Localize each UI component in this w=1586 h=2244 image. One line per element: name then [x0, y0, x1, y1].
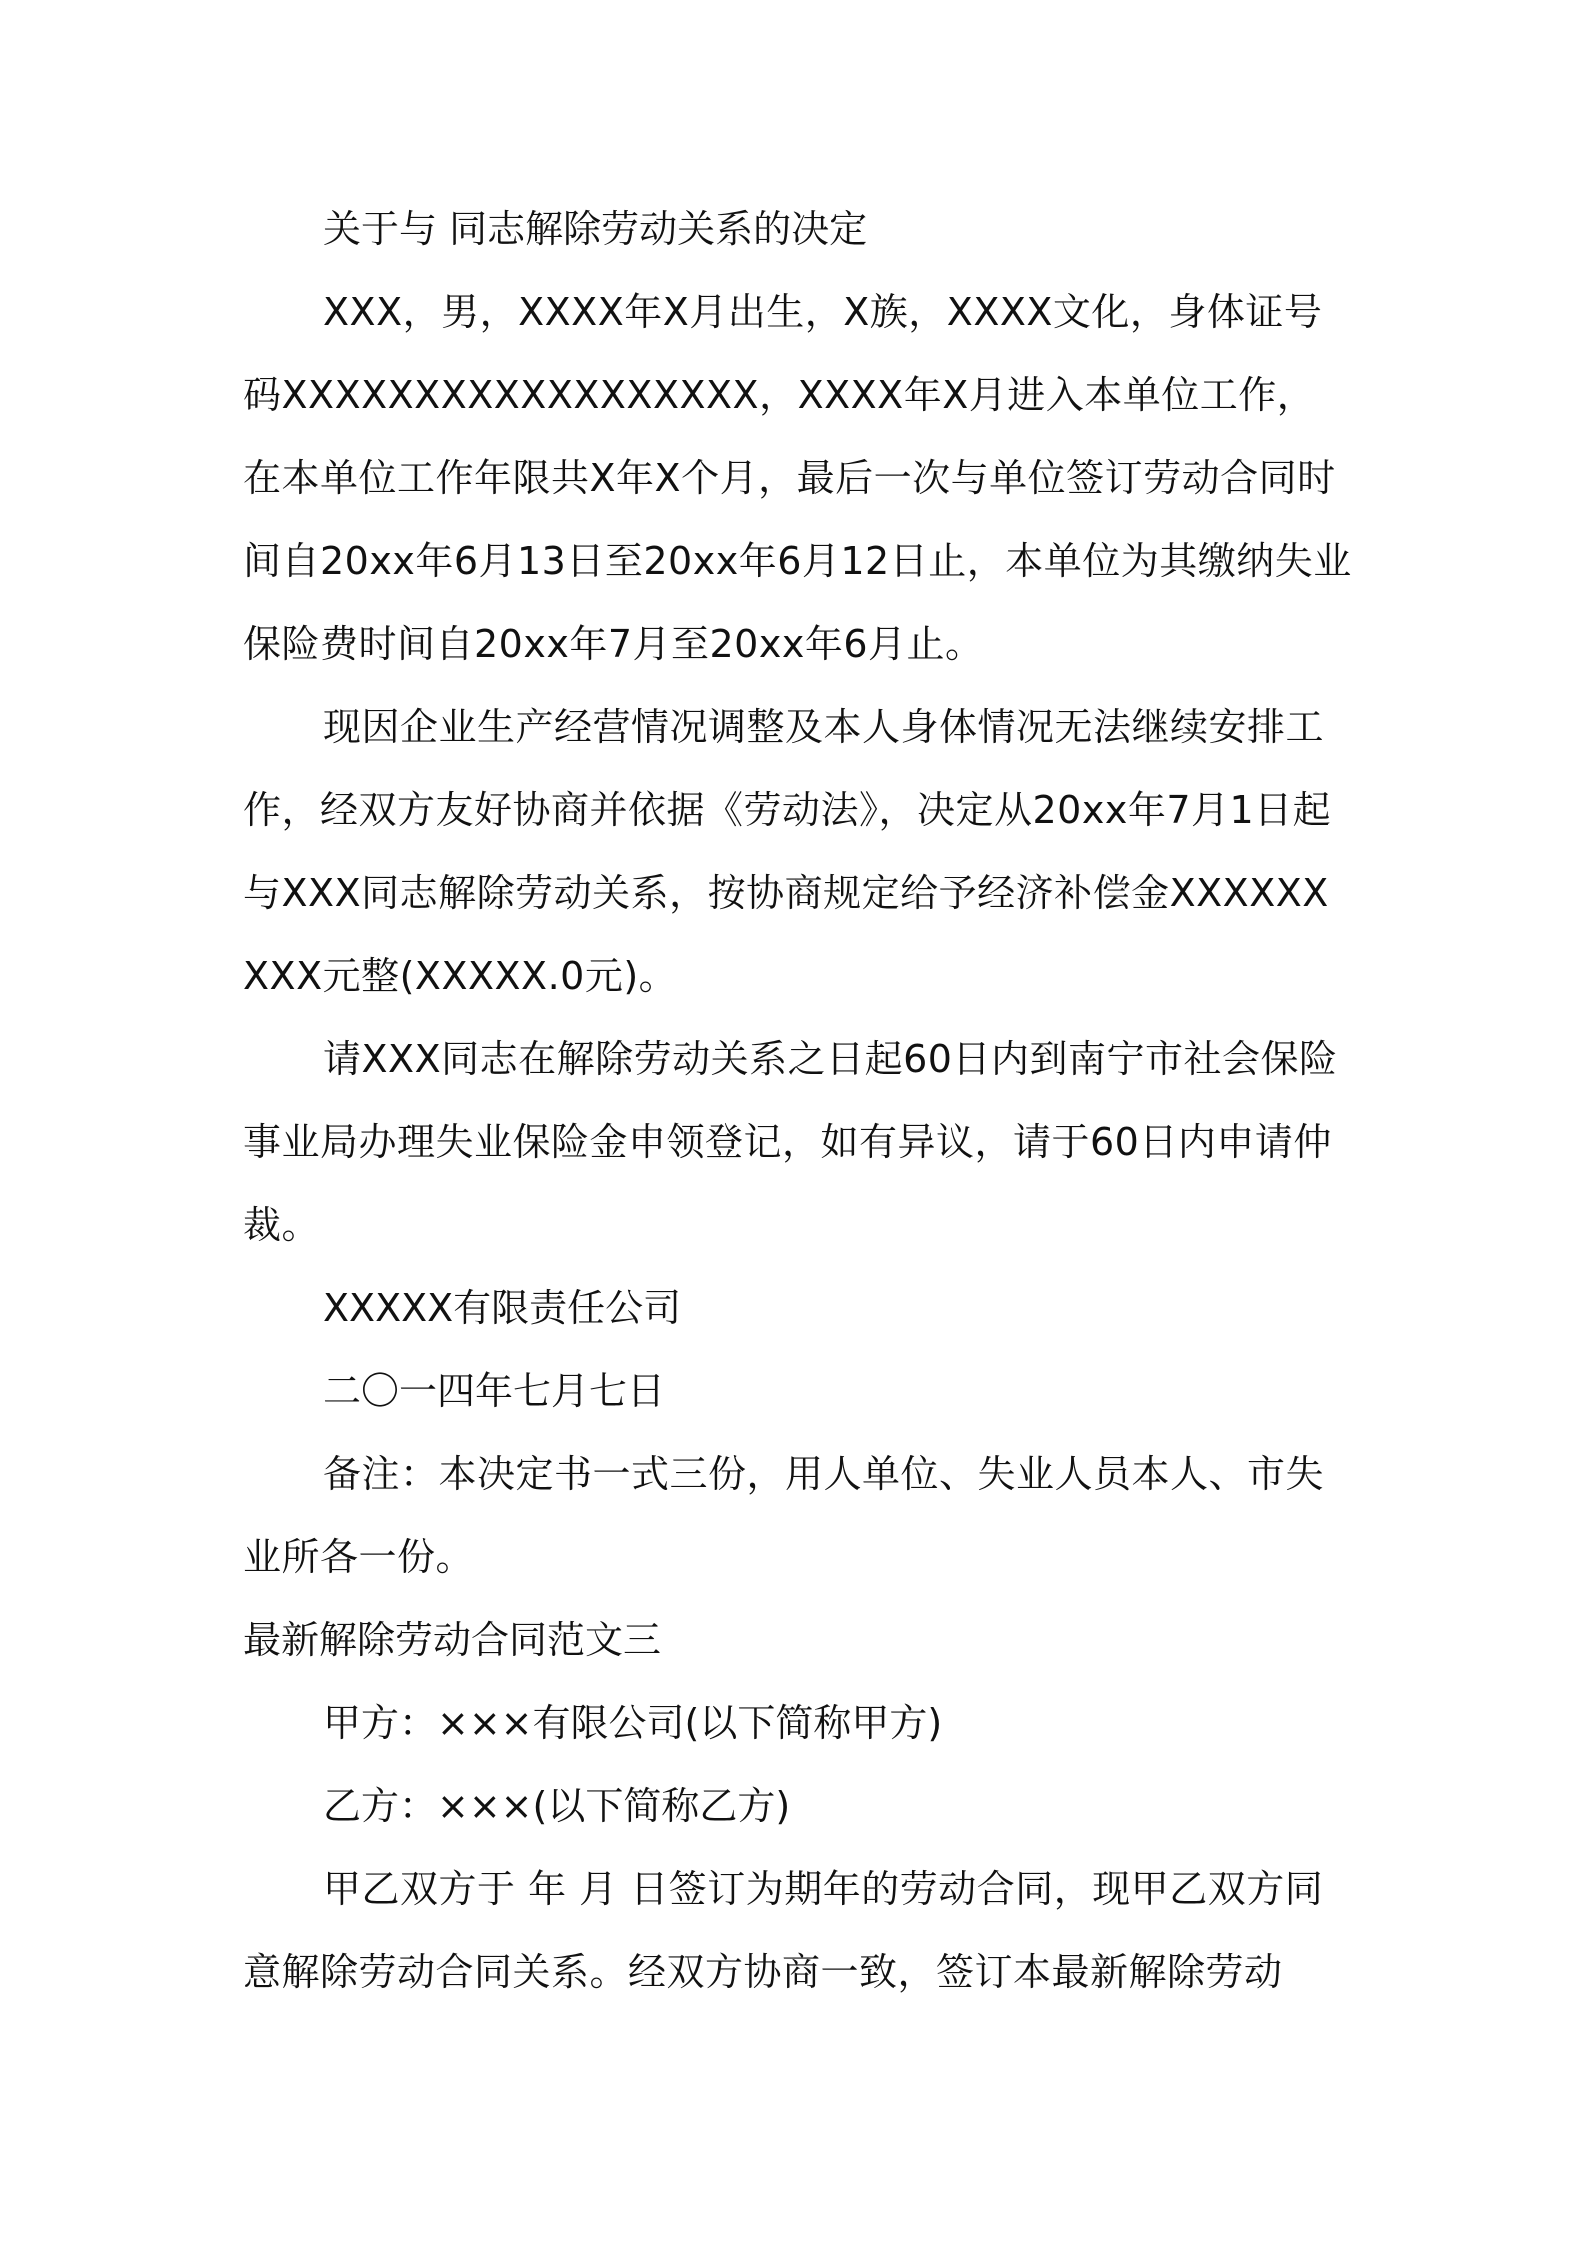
- party-a-line: 甲方：×××有限公司(以下简称甲方): [323, 1701, 943, 1745]
- party-b-line: 乙方：×××(以下简称乙方): [323, 1784, 791, 1828]
- employee-info-paragraph: XXX，男，XXXX年X月出生，X族，XXXX文化，身体证号码XXXXXXXXXXXXXXXXXX，XXXX年X月进入本单位工作，在本单位工作年限共X年X个月，最后一次与单位签订劳动合同时间自20xx年6月13日至20xx年6月12日止，本单位为其缴纳失业保险费时间自20xx年7月至20xx年6月止。: [243, 290, 1352, 666]
- section-heading: 最新解除劳动合同范文三: [243, 1618, 662, 1662]
- decision-date: 二〇一四年七月七日: [323, 1369, 666, 1413]
- termination-reason-paragraph: 现因企业生产经营情况调整及本人身体情况无法继续安排工作，经双方友好协商并依据《劳动法》，决定从20xx年7月1日起与XXX同志解除劳动关系，按协商规定给予经济补偿金XXXXXXXXX元整(XXXXX.0元)。: [243, 705, 1332, 998]
- decision-title: 关于与 同志解除劳动关系的决定: [323, 207, 868, 251]
- unemployment-registration-paragraph: 请XXX同志在解除劳动关系之日起60日内到南宁市社会保险事业局办理失业保险金申领登记，如有异议，请于60日内申请仲裁。: [243, 1037, 1338, 1247]
- company-name: XXXXX有限责任公司: [323, 1286, 682, 1330]
- note-paragraph: 备注：本决定书一式三份，用人单位、失业人员本人、市失业所各一份。: [243, 1452, 1325, 1579]
- agreement-paragraph: 甲乙双方于 年 月 日签订为期年的劳动合同，现甲乙双方同意解除劳动合同关系。经双方协商一致，签订本最新解除劳动: [243, 1867, 1324, 1994]
- document-content: [243, 188, 1353, 2014]
